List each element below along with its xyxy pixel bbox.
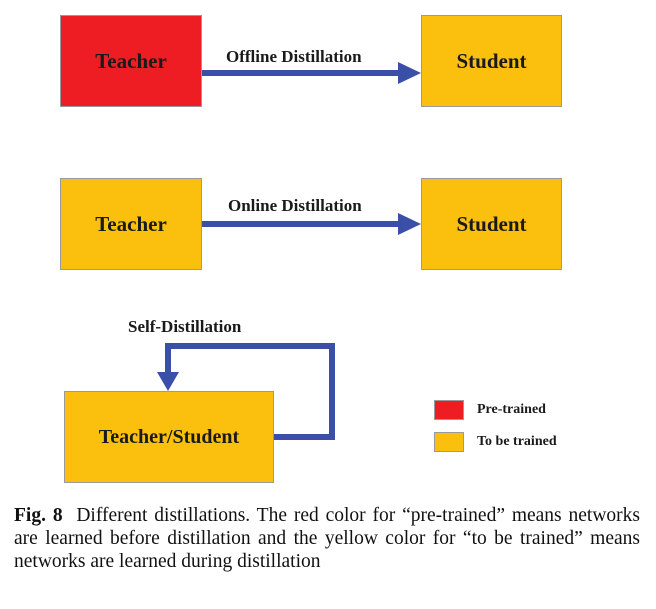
self-distillation-label: Self-Distillation [128, 317, 242, 336]
legend-swatch-to-be-trained [434, 432, 464, 452]
legend-swatch-pretrained [434, 400, 464, 420]
teacher-label-online: Teacher [95, 211, 167, 236]
student-box-online [421, 178, 562, 270]
student-box-offline [421, 15, 562, 107]
legend-label-to-be-trained: To be trained [477, 434, 557, 449]
online-distillation-label: Online Distillation [228, 196, 362, 215]
teacher-box-offline [60, 15, 202, 107]
teacher-student-label: Teacher/Student [98, 425, 240, 448]
caption-text: Different distillations. The red color for “pre-trained” means networks are learned before distillation and the yellow color for “to be trained” means networks are learned during distillation [14, 505, 640, 572]
teacher-label-offline: Teacher [95, 48, 167, 73]
online-distillation-arrow [202, 213, 421, 235]
offline-distillation-label: Offline Distillation [226, 47, 362, 66]
figure-number: Fig. 8 [14, 505, 63, 526]
legend-label-pretrained: Pre-trained [477, 402, 546, 417]
student-label-online: Student [456, 211, 527, 236]
teacher-box-online [60, 178, 202, 270]
figure-caption [14, 504, 640, 573]
student-label-offline: Student [456, 48, 527, 73]
teacher-student-box [64, 391, 274, 483]
